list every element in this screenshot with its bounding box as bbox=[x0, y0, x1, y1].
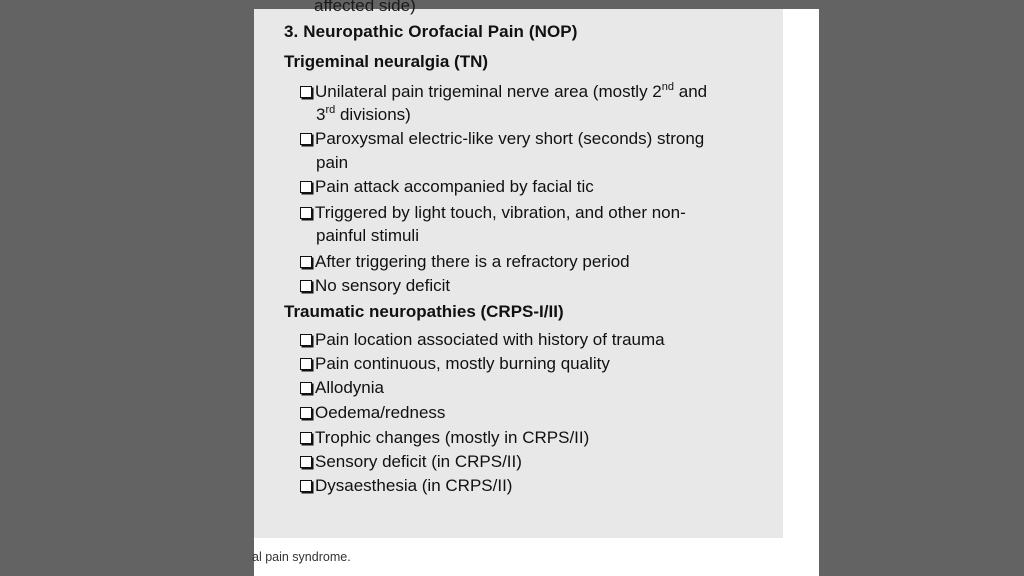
checkbox-icon bbox=[300, 133, 312, 145]
checkbox-icon bbox=[300, 86, 312, 98]
checkbox-icon bbox=[300, 358, 312, 370]
checkbox-icon bbox=[300, 432, 312, 444]
checkbox-icon bbox=[300, 456, 312, 468]
table-caption: al pain syndrome. bbox=[252, 550, 351, 564]
checkbox-icon bbox=[300, 334, 312, 346]
list-item: No sensory deficit bbox=[300, 274, 450, 297]
list-item: Oedema/redness bbox=[300, 401, 445, 424]
list-item-continuation: 3rd divisions) bbox=[316, 104, 411, 124]
list-item: Pain attack accompanied by facial tic bbox=[300, 175, 594, 198]
list-item-continuation: pain bbox=[316, 153, 349, 172]
checkbox-icon bbox=[300, 181, 312, 193]
list-item: Paroxysmal electric-like very short (seconds) strong bbox=[300, 127, 704, 150]
list-item: Unilateral pain trigeminal nerve area (mostly 2nd and bbox=[300, 80, 707, 103]
traumatic-heading: Traumatic neuropathies (CRPS-I/II) bbox=[284, 302, 564, 321]
checkbox-icon bbox=[300, 256, 312, 268]
checkbox-icon bbox=[300, 207, 312, 219]
list-item: Sensory deficit (in CRPS/II) bbox=[300, 450, 522, 473]
list-item: Pain continuous, mostly burning quality bbox=[300, 352, 610, 375]
table-panel bbox=[254, 0, 783, 538]
list-item-continuation: painful stimuli bbox=[316, 226, 419, 245]
list-item: Allodynia bbox=[300, 376, 384, 399]
document-page bbox=[252, 0, 819, 576]
checkbox-icon bbox=[300, 382, 312, 394]
cut-off-text: affected side) bbox=[314, 0, 416, 15]
list-item: Triggered by light touch, vibration, and other non- bbox=[300, 201, 686, 224]
list-item: Dysaesthesia (in CRPS/II) bbox=[300, 474, 512, 497]
checkbox-icon bbox=[300, 407, 312, 419]
list-item: After triggering there is a refractory period bbox=[300, 250, 630, 273]
section-title: 3. Neuropathic Orofacial Pain (NOP) bbox=[284, 22, 578, 41]
checkbox-icon bbox=[300, 480, 312, 492]
list-item: Trophic changes (mostly in CRPS/II) bbox=[300, 426, 589, 449]
trigeminal-heading: Trigeminal neuralgia (TN) bbox=[284, 52, 489, 71]
checkbox-icon bbox=[300, 280, 312, 292]
list-item: Pain location associated with history of trauma bbox=[300, 328, 665, 351]
